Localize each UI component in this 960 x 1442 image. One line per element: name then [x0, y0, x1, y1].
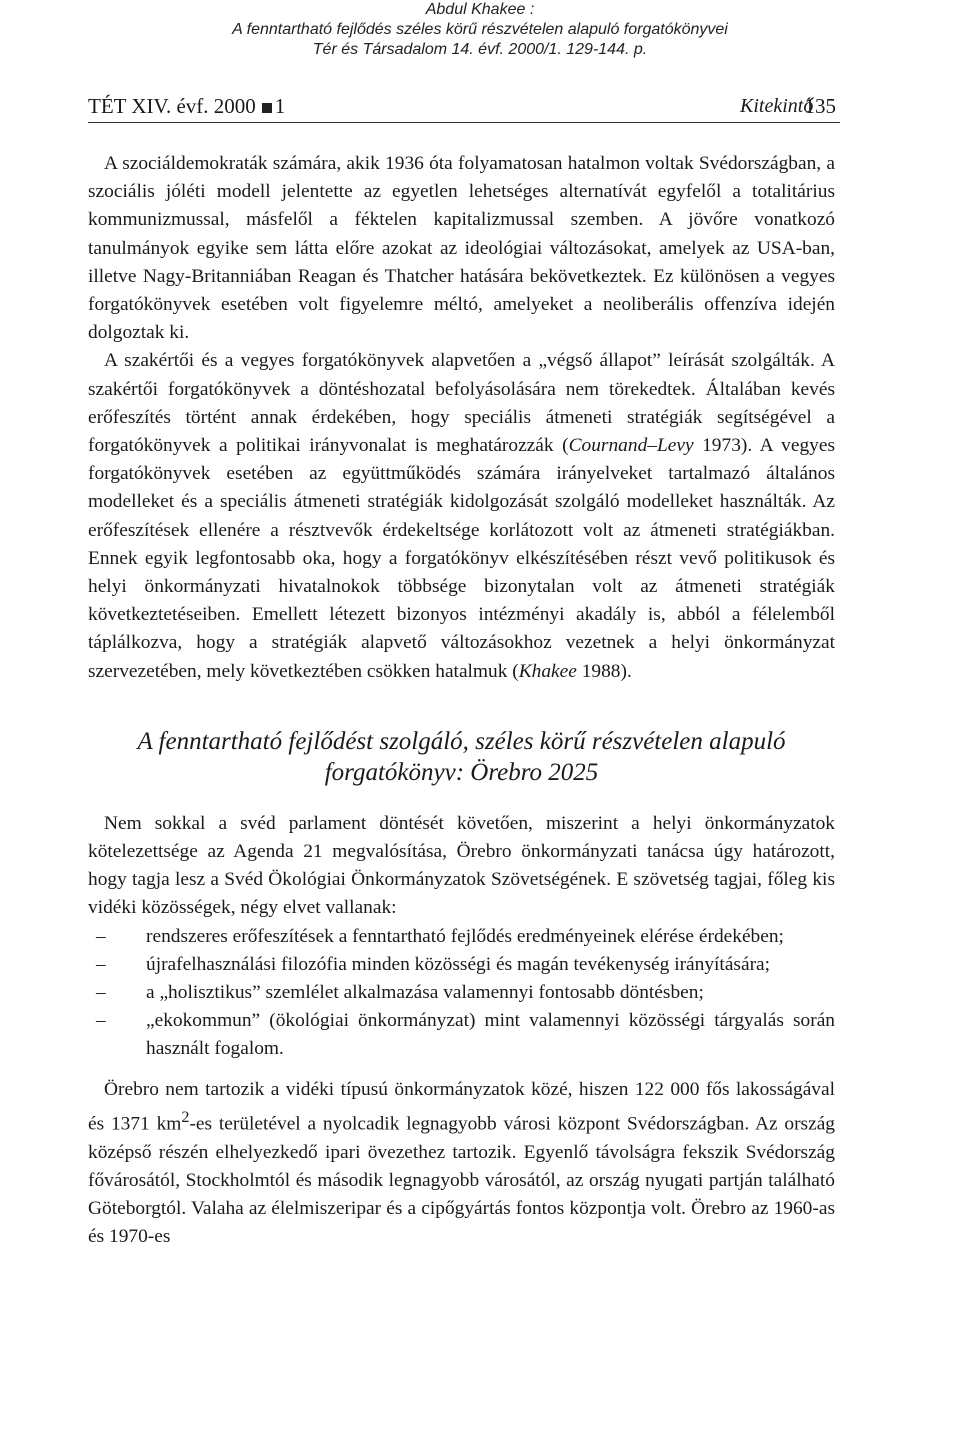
section-title-line-1: A fenntartható fejlődést szolgáló, széles körű részvételen alapuló	[137, 727, 786, 755]
principles-list	[88, 923, 835, 1064]
section-title-line-2: forgatókönyv: Örebro 2025	[324, 758, 599, 786]
list-item	[88, 979, 835, 1007]
paragraph-4-text-a: Örebro nem tartozik a vidéki típusú önkormányzatok közé, hiszen 122 000 fős lakosságával és 1371 km	[88, 1078, 835, 1135]
citation-cournand-levy: Cournand–Levy	[568, 435, 694, 457]
dash-bullet: –	[96, 1010, 106, 1032]
superscript-2: 2	[181, 1108, 190, 1126]
header-section: Kitekintő	[740, 95, 814, 117]
list-item	[88, 1007, 835, 1063]
paragraph-2-text-b: 1973). A vegyes forgatókönyvek esetében az együttműködés számára irányelveket tartalmazó általános modelleket és a speciális átmeneti stratégiák kidolgozását szolgáló modelleket használták. Az erőfeszítések ellenére a résztvevők érdekeltsége korlátozott volt az átmeneti stratégiákban. Ennek egyik legfontosabb oka, hogy a forgatókönyv elkészítésében részt vevő politikusok és helyi önkormányzati hivatalnokok többsége bizonytalan volt az átmeneti stratégiák következtetéseiben. Emellett létezett bizonyos intézményi akadály is, abból a félelemből táplálkozva, hogy a stratégiák alapvető változásokhoz vezetnek a helyi önkormányzat szervezetében, mely következtében csökken hatalmuk (	[88, 435, 835, 682]
page-body	[88, 150, 835, 1251]
page-number: 135	[804, 94, 836, 118]
header-journal-block	[88, 94, 285, 119]
square-bullet-icon	[262, 103, 272, 113]
list-item-text: a „holisztikus” szemlélet alkalmazása valamennyi fontosabb döntésben;	[146, 982, 704, 1004]
dash-bullet: –	[96, 925, 106, 947]
paragraph-2-text-c: 1988).	[576, 660, 632, 682]
header-issue: 1	[274, 94, 286, 118]
list-item-text: „ekokommun” (ökológiai önkormányzat) mint valamennyi közösségi tárgyalás során használt fogalom.	[146, 1010, 835, 1060]
citation-block	[0, 0, 960, 60]
paragraph-4	[88, 1076, 835, 1252]
paragraph-4-text-b: -es területével a nyolcadik legnagyobb városi központ Svédországban. Az ország középső részén elhelyezkedő ipari övezethez tartozik. Egyenlő távolságra fekszik Svédország fővárosától, Stockholmtól és második legnagyobb városától, az ország nyugati partján található Göteborgtól. Valaha az élelmiszeripar és a cipőgyártás fontos központja volt. Örebro az 1960-as és 1970-es	[88, 1113, 835, 1248]
citation-khakee: Khakee	[518, 660, 577, 682]
dash-bullet: –	[96, 982, 106, 1004]
section-title	[88, 726, 835, 788]
list-item	[88, 923, 835, 951]
header-journal: TÉT XIV. évf. 2000	[88, 94, 256, 118]
list-item-text: rendszeres erőfeszítések a fenntartható fejlődés eredményeinek elérése érdekében;	[146, 925, 784, 947]
dash-bullet: –	[96, 953, 106, 975]
citation-source: Tér és Társadalom 14. évf. 2000/1. 129-144. p.	[312, 41, 648, 58]
citation-title: A fenntartható fejlődés széles körű részvételen alapuló forgatókönyvei	[232, 21, 728, 38]
list-item	[88, 951, 835, 979]
list-item-text: újrafelhasználási filozófia minden közösségi és magán tevékenység irányítására;	[146, 953, 771, 975]
paragraph-1: A szociáldemokraták számára, akik 1936 óta folyamatosan hatalmon voltak Svédországban, a szociális jóléti modell jelentette az egyetlen lehetséges alternatívát egyfelől a totalitárius kommunizmussal, másfelől a féktelen kapitalizmussal szemben. A jövőre vonatkozó tanulmányok egyike sem látta előre azokat az ideológiai változásokat, amelyek az USA-ban, illetve Nagy-Britanniában Reagan és Thatcher hatására bekövetkeztek. Ez különösen a vegyes forgatókönyvek esetében volt figyelemre méltó, amelyeket a neoliberális offenzíva idején dolgoztak ki.	[88, 153, 835, 344]
paragraph-3: Nem sokkal a svéd parlament döntését követően, miszerint a helyi önkormányzatok kötelezettsége az Agenda 21 megvalósítása, Örebro önkormányzati tanácsa úgy határozott, hogy tagja lesz a Svéd Ökológiai Önkormányzatok Szövetségének. E szövetség tagjai, főleg kis vidéki közösségek, négy elvet vallanak:	[88, 812, 835, 919]
paragraph-2	[88, 347, 835, 685]
paragraph-2-text-a: A szakértői és a vegyes forgatókönyvek alapvetően a „végső állapot” leírását szolgálták. A szakértői forgatókönyvek a döntéshozatal befolyásolására nem törekedtek. Általában kevés erőfeszítés történt annak érdekében, hogy speciális átmeneti stratégiák segítségével a forgatókönyvek a politikai irányvonalat is meghatározzák (	[88, 350, 835, 457]
citation-author: Abdul Khakee :	[425, 1, 535, 18]
running-header	[88, 92, 840, 123]
